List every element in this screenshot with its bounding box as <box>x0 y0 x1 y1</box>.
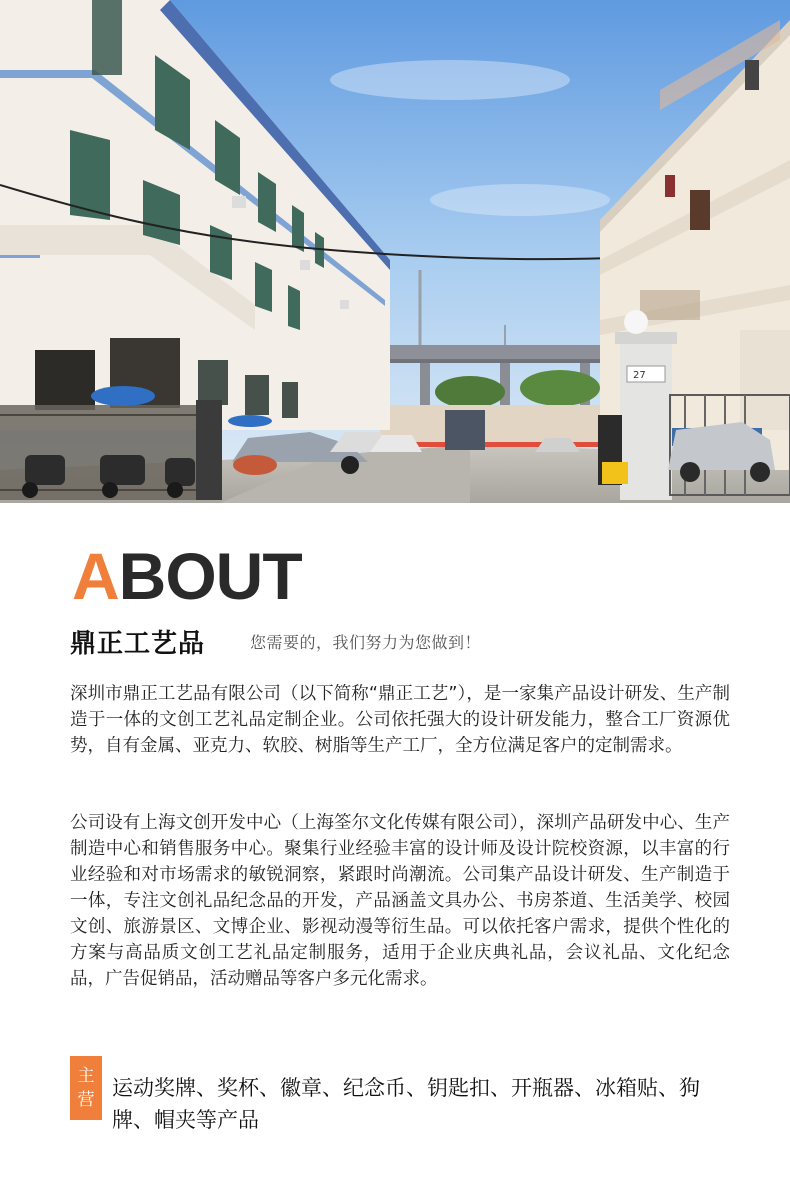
about-heading-accent: A <box>72 539 119 613</box>
slogan: 您需要的，我们努力为您做到！ <box>250 633 482 652</box>
gate-number: 27 <box>633 370 646 381</box>
umbrella <box>91 386 155 406</box>
brand-name: 鼎正工艺品 <box>70 629 206 659</box>
intro-paragraph: 深圳市鼎正工艺品有限公司（以下简称“鼎正工艺”），是一家集产品设计研发、生产制造于一体的文创工艺礼品定制企业。公司依托强大的设计研发能力，整合工厂资源优势，自有金属、亚克力、软胶、树脂等生产工厂，全方位满足客户的定制需求。 <box>70 684 730 756</box>
main-business-badge <box>70 1056 102 1120</box>
about-heading <box>72 539 302 613</box>
badge-char-1: 主 <box>77 1066 95 1086</box>
main-products: 运动奖牌、奖杯、徽章、纪念币、钥匙扣、开瓶器、冰箱贴、狗牌、帽夹等产品 <box>112 1076 700 1132</box>
company-paragraph: 公司设有上海文创开发中心（上海筌尔文化传媒有限公司），深圳产品研发中心、生产制造中心和销售服务中心。聚集行业经验丰富的设计师及设计院校资源，以丰富的行业经验和对市场需求的敏锐洞察，紧跟时尚潮流。公司集产品设计研发、生产制造于一体，专注文创礼品纪念品的开发，产品涵盖文具办公、书房茶道、生活美学、校园文创、旅游景区、文博企业、影视动漫等衍生品。可以依托客户需求，提供个性化的方案与高品质文创工艺礼品定制服务，适用于企业庆典礼品，会议礼品、文化纪念品，广告促销品，活动赠品等客户多元化需求。 <box>70 813 730 989</box>
about-heading-rest: BOUT <box>118 539 302 613</box>
about-section <box>0 503 790 1200</box>
badge-char-2: 营 <box>77 1090 95 1110</box>
factory-scene <box>0 0 790 503</box>
factory-photo <box>0 0 790 503</box>
